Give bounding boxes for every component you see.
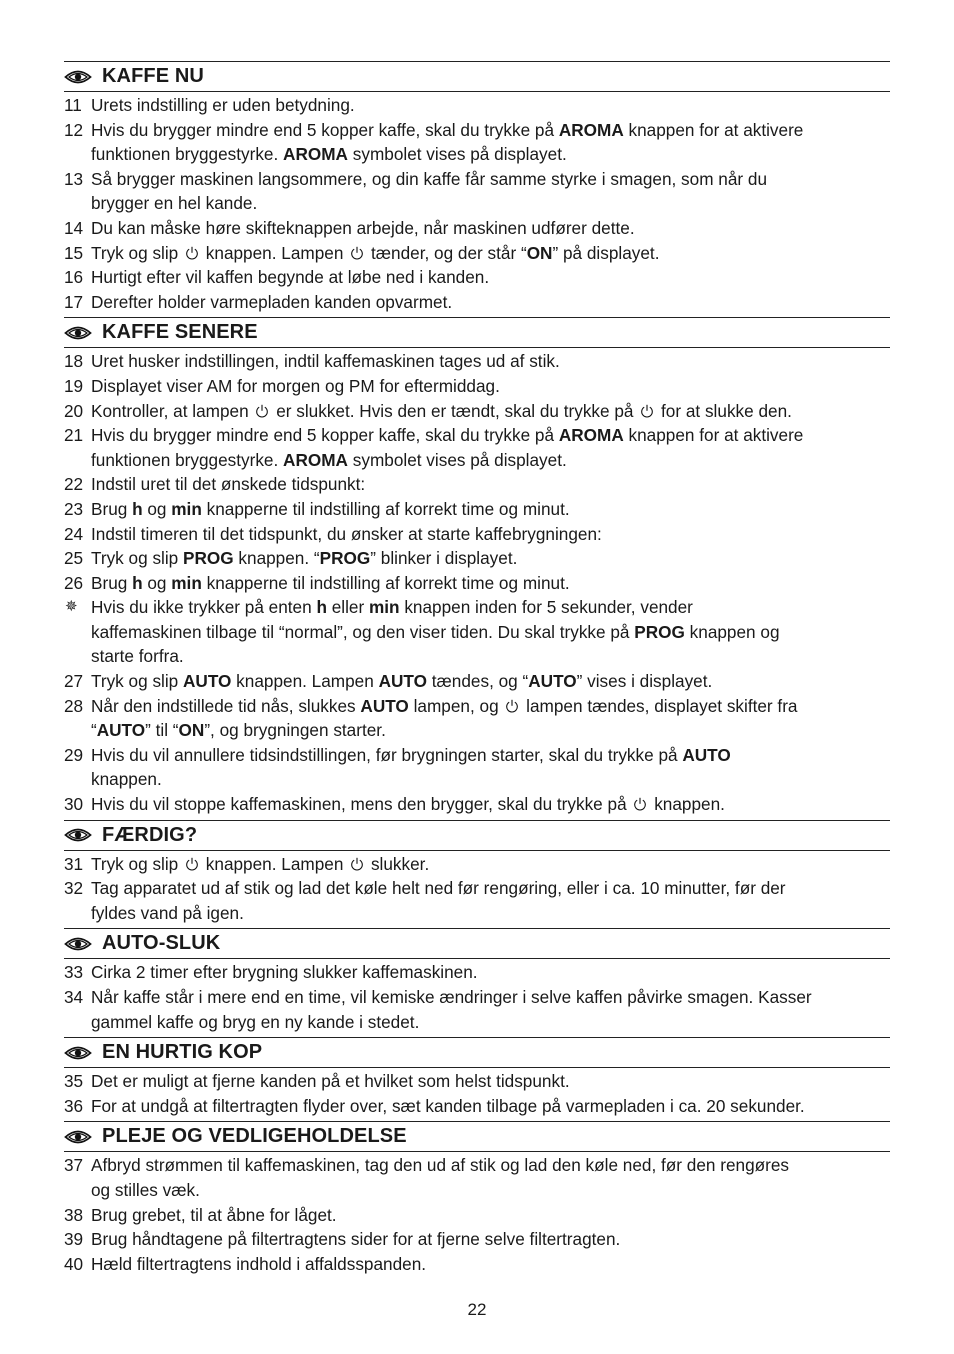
text-run: tænder, og der står “ xyxy=(366,242,527,263)
power-icon xyxy=(185,246,199,260)
item-line xyxy=(91,718,890,743)
text-run: Tryk og slip xyxy=(91,671,184,692)
text-run: kaffemaskinen tilbage til “normal”, og den viser tiden. Du skal trykke på xyxy=(91,621,635,642)
bold-term: AUTO xyxy=(96,720,146,741)
section-heading xyxy=(64,820,890,851)
list-item xyxy=(64,876,890,925)
text-run: starte forfra. xyxy=(91,646,184,667)
list-item xyxy=(64,497,890,522)
item-line xyxy=(91,767,890,792)
text-run: Det er muligt at fjerne kanden på et hvilket som helst tidspunkt. xyxy=(91,1071,570,1092)
item-line xyxy=(91,694,890,719)
item-line xyxy=(91,595,890,620)
text-run: knappen. xyxy=(649,794,725,815)
text-run: Når den indstillede tid nås, slukkes xyxy=(91,695,361,716)
list-item xyxy=(64,960,890,985)
item-line xyxy=(91,1010,890,1035)
text-run: Indstil timeren til det tidspunkt, du ønsker at starte kaffebrygningen: xyxy=(91,523,602,544)
item-line xyxy=(91,620,890,645)
item-number: 20 xyxy=(64,400,84,421)
bold-term: AUTO xyxy=(682,744,731,765)
list-item xyxy=(64,1227,890,1252)
text-run: Afbryd strømmen til kaffemaskinen, tag den ud af stik og lad den køle ned, før den rengøres xyxy=(91,1155,790,1176)
bold-term: AUTO xyxy=(183,671,232,692)
item-number: 33 xyxy=(64,962,84,983)
item-line xyxy=(91,669,890,694)
item-line xyxy=(91,290,890,315)
text-run: tændes, og “ xyxy=(426,671,529,692)
text-run: ” på displayet. xyxy=(552,242,660,263)
text-run: Hvis du vil annullere tidsindstillingen, før brygningen starter, skal du trykke på xyxy=(91,744,683,765)
section-title: PLEJE OG VEDLIGEHOLDELSE xyxy=(102,1125,407,1148)
bold-term: PROG xyxy=(183,548,234,569)
text-run: Brug håndtagene på filtertragtens sider for at fjerne selve filtertragten. xyxy=(91,1229,621,1250)
section-title: KAFFE SENERE xyxy=(102,321,258,344)
bold-term: AUTO xyxy=(528,671,577,692)
item-line xyxy=(91,349,890,374)
item-number: 34 xyxy=(64,987,84,1007)
section-heading xyxy=(64,928,890,959)
item-number: 13 xyxy=(64,168,84,189)
eye-icon xyxy=(64,69,92,85)
item-number: 28 xyxy=(64,695,84,716)
text-run: Tryk og slip xyxy=(91,853,184,874)
numbered-list xyxy=(64,852,890,926)
text-run: For at undgå at filtertragten flyder over, sæt kanden tilbage på varmepladen i ca. 20 sekunder. xyxy=(91,1095,805,1116)
text-run: ” vises i displayet. xyxy=(576,671,713,692)
list-item xyxy=(64,1252,890,1277)
power-icon xyxy=(633,797,647,811)
text-run: knappen. Lampen xyxy=(201,242,349,263)
text-run: knappen. “ xyxy=(233,548,320,569)
list-item xyxy=(64,216,890,241)
text-run: funktionen bryggestyrke. xyxy=(91,449,284,470)
list-item xyxy=(64,93,890,118)
list-item xyxy=(64,985,890,1034)
bold-term: AUTO xyxy=(378,671,427,692)
document-page xyxy=(64,61,890,1279)
numbered-list xyxy=(64,960,890,1034)
item-number: 25 xyxy=(64,548,84,569)
text-run: ” blinker i displayet. xyxy=(370,548,518,569)
list-item xyxy=(64,792,890,817)
text-run: knapperne til indstilling af korrekt time og minut. xyxy=(201,498,570,519)
eye-icon xyxy=(64,1045,92,1061)
text-run: og stilles væk. xyxy=(91,1179,200,1200)
text-run: knappen for at aktivere xyxy=(623,425,804,446)
text-run: Hvis du brygger mindre end 5 kopper kaffe, skal du trykke på xyxy=(91,425,559,446)
item-number: 22 xyxy=(64,474,84,495)
bold-term: min xyxy=(171,498,202,519)
text-run: brygger en hel kande. xyxy=(91,193,258,214)
bold-term: ON xyxy=(178,720,205,741)
item-number: 15 xyxy=(64,242,84,263)
power-icon xyxy=(185,857,199,871)
list-item xyxy=(64,571,890,596)
text-run: knappen. xyxy=(91,769,162,790)
power-icon xyxy=(640,404,654,418)
text-run: Indstil uret til det ønskede tidspunkt: xyxy=(91,474,366,495)
item-line xyxy=(91,142,890,167)
text-run: gammel kaffe og bryg en ny kande i stedet. xyxy=(91,1011,420,1032)
text-run: knappen. Lampen xyxy=(231,671,379,692)
text-run: lampen, og xyxy=(408,695,504,716)
text-run: Tag apparatet ud af stik og lad det køle helt ned før rengøring, eller i ca. 10 minutter, før der xyxy=(91,878,786,899)
list-item xyxy=(64,694,890,743)
text-run: Brug xyxy=(91,572,133,593)
text-run: Tryk og slip xyxy=(91,242,184,263)
list-item xyxy=(64,1153,890,1202)
text-run: slukker. xyxy=(366,853,430,874)
item-line xyxy=(91,1069,890,1094)
item-line xyxy=(91,901,890,926)
section-heading xyxy=(64,1037,890,1068)
item-line xyxy=(91,216,890,241)
item-line xyxy=(91,1178,890,1203)
item-number: 11 xyxy=(64,95,82,115)
item-line xyxy=(91,876,890,901)
eye-icon xyxy=(64,1129,92,1145)
text-run: symbolet vises på displayet. xyxy=(347,144,567,165)
text-run: Derefter holder varmepladen kanden opvarmet. xyxy=(91,291,453,312)
item-line xyxy=(91,1094,890,1119)
text-run: Brug xyxy=(91,498,133,519)
bold-term: AROMA xyxy=(283,144,348,165)
text-run: eller xyxy=(326,597,369,618)
bold-term: PROG xyxy=(319,548,371,569)
text-run: symbolet vises på displayet. xyxy=(347,449,567,470)
list-item xyxy=(64,472,890,497)
list-item xyxy=(64,1094,890,1119)
item-number: 35 xyxy=(64,1071,84,1092)
power-icon xyxy=(255,404,269,418)
text-run: knappen og xyxy=(684,621,780,642)
bold-term: AROMA xyxy=(558,425,624,446)
item-line xyxy=(91,960,890,985)
section-heading xyxy=(64,61,890,92)
list-item xyxy=(64,399,890,424)
eye-icon xyxy=(64,827,92,843)
note-item xyxy=(64,595,890,669)
eye-icon xyxy=(64,936,92,952)
text-run: knappen. Lampen xyxy=(201,853,349,874)
numbered-list xyxy=(64,93,890,314)
item-number: 38 xyxy=(64,1204,84,1225)
bold-term: h xyxy=(132,498,143,519)
bold-term: h xyxy=(132,572,143,593)
section xyxy=(64,1121,890,1276)
item-number: 37 xyxy=(64,1155,84,1176)
power-icon xyxy=(350,857,364,871)
item-number: 23 xyxy=(64,498,84,519)
text-run: er slukket. Hvis den er tændt, skal du trykke på xyxy=(271,400,639,421)
text-run: Når kaffe står i mere end en time, vil kemiske ændringer i selve kaffen påvirke smagen. Kasser xyxy=(91,987,812,1007)
text-run: Hvis du vil stoppe kaffemaskinen, mens den brygger, skal du trykke på xyxy=(91,794,632,815)
section-title: EN HURTIG KOP xyxy=(102,1041,263,1064)
text-run: Så brygger maskinen langsommere, og din kaffe får samme styrke i smagen, som når du xyxy=(91,168,768,189)
bold-term: ON xyxy=(526,242,553,263)
text-run: og xyxy=(142,572,172,593)
numbered-list xyxy=(64,1153,890,1276)
item-line xyxy=(91,191,890,216)
item-line xyxy=(91,265,890,290)
item-line xyxy=(91,448,890,473)
page-number: 22 xyxy=(467,1300,487,1319)
list-item xyxy=(64,743,890,792)
bold-term: AROMA xyxy=(283,449,348,470)
power-icon xyxy=(350,246,364,260)
section xyxy=(64,61,890,314)
item-number: 40 xyxy=(64,1253,84,1274)
item-number: 39 xyxy=(64,1229,84,1250)
list-item xyxy=(64,118,890,167)
bold-term: AROMA xyxy=(558,119,624,140)
item-line xyxy=(91,167,890,192)
section-title: AUTO-SLUK xyxy=(102,932,221,955)
list-item xyxy=(64,290,890,315)
text-run: “ xyxy=(91,720,97,741)
text-run: Hvis du ikke trykker på enten xyxy=(91,597,317,618)
section-heading xyxy=(64,317,890,348)
text-run: ”, og brygningen starter. xyxy=(204,720,386,741)
section xyxy=(64,928,890,1034)
item-number: 19 xyxy=(64,375,84,396)
list-item xyxy=(64,546,890,571)
text-run: Cirka 2 timer efter brygning slukker kaffemaskinen. xyxy=(91,962,478,983)
text-run: for at slukke den. xyxy=(656,400,792,421)
list-item xyxy=(64,167,890,216)
item-number: 27 xyxy=(64,671,84,692)
item-line xyxy=(91,1153,890,1178)
item-line xyxy=(91,399,890,424)
text-run: Displayet viser AM for morgen og PM for eftermiddag. xyxy=(91,375,500,396)
item-number: 30 xyxy=(64,794,84,815)
bold-term: PROG xyxy=(634,621,685,642)
item-number: 29 xyxy=(64,744,84,765)
item-line xyxy=(91,241,890,266)
item-number: 18 xyxy=(64,351,84,372)
list-item xyxy=(64,349,890,374)
text-run: Hurtigt efter vil kaffen begynde at løbe ned i kanden. xyxy=(91,267,490,288)
power-icon xyxy=(505,699,519,713)
list-item xyxy=(64,669,890,694)
list-item xyxy=(64,1069,890,1094)
text-run: lampen tændes, displayet skifter fra xyxy=(521,695,798,716)
list-item xyxy=(64,241,890,266)
item-line xyxy=(91,1203,890,1228)
item-line xyxy=(91,852,890,877)
item-line xyxy=(91,985,890,1010)
bold-term: h xyxy=(316,597,327,618)
item-line xyxy=(91,423,890,448)
item-line xyxy=(91,374,890,399)
eye-icon xyxy=(64,325,92,341)
text-run: Kontroller, at lampen xyxy=(91,400,254,421)
bold-term: min xyxy=(368,597,400,618)
item-line xyxy=(91,644,890,669)
item-line xyxy=(91,497,890,522)
item-number: 16 xyxy=(64,267,84,288)
item-number: 17 xyxy=(64,291,84,312)
text-run: Hvis du brygger mindre end 5 kopper kaffe, skal du trykke på xyxy=(91,119,559,140)
text-run: Hæld filtertragtens indhold i affaldsspanden. xyxy=(91,1253,427,1274)
text-run: Du kan måske høre skifteknappen arbejde, når maskinen udfører dette. xyxy=(91,217,635,238)
item-line xyxy=(91,1227,890,1252)
item-line xyxy=(91,1252,890,1277)
item-number: 21 xyxy=(64,425,84,446)
text-run: funktionen bryggestyrke. xyxy=(91,144,284,165)
bold-term: min xyxy=(171,572,202,593)
item-number: 12 xyxy=(64,119,84,140)
text-run: knappen inden for 5 sekunder, vender xyxy=(399,597,693,618)
list-item xyxy=(64,374,890,399)
item-line xyxy=(91,792,890,817)
text-run: fyldes vand på igen. xyxy=(91,902,244,923)
item-number: 26 xyxy=(64,572,84,593)
list-item xyxy=(64,852,890,877)
text-run: Brug grebet, til at åbne for låget. xyxy=(91,1204,337,1225)
numbered-list xyxy=(64,349,890,816)
section xyxy=(64,1037,890,1118)
text-run: Uret husker indstillingen, indtil kaffemaskinen tages ud af stik. xyxy=(91,351,560,372)
text-run: og xyxy=(142,498,172,519)
item-line xyxy=(91,743,890,768)
section xyxy=(64,820,890,926)
list-item xyxy=(64,522,890,547)
section-title: KAFFE NU xyxy=(102,65,204,87)
item-line xyxy=(91,546,890,571)
item-number: 36 xyxy=(64,1095,84,1116)
item-number: 32 xyxy=(64,878,84,899)
item-line xyxy=(91,522,890,547)
section-title: FÆRDIG? xyxy=(102,823,198,846)
list-item xyxy=(64,1203,890,1228)
star-icon: ✵ xyxy=(65,598,78,616)
bold-term: AUTO xyxy=(360,695,409,716)
item-number: 14 xyxy=(64,217,84,238)
item-line xyxy=(91,571,890,596)
list-item xyxy=(64,423,890,472)
item-line xyxy=(91,118,890,143)
item-number: 31 xyxy=(64,853,84,874)
section-heading xyxy=(64,1121,890,1152)
numbered-list xyxy=(64,1069,890,1118)
list-item xyxy=(64,265,890,290)
section xyxy=(64,317,890,816)
item-line xyxy=(91,93,890,118)
text-run: Tryk og slip xyxy=(91,548,184,569)
text-run: knappen for at aktivere xyxy=(623,119,804,140)
text-run: knapperne til indstilling af korrekt time og minut. xyxy=(201,572,570,593)
text-run: Urets indstilling er uden betydning. xyxy=(91,95,355,115)
text-run: ” til “ xyxy=(145,720,179,741)
item-line xyxy=(91,472,890,497)
item-number: 24 xyxy=(64,523,84,544)
